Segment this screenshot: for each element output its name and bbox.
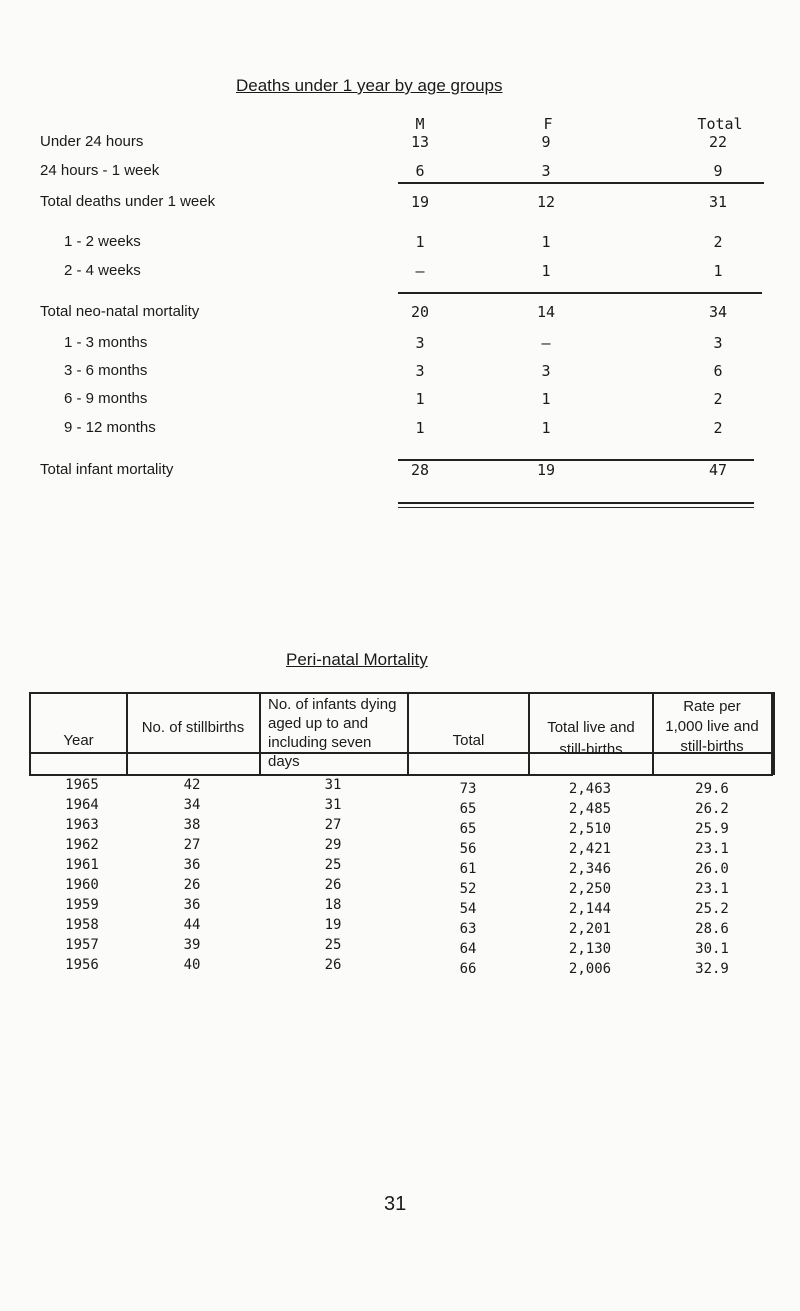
row-label: Total infant mortality xyxy=(40,461,174,478)
cell-total: 66 xyxy=(459,961,477,977)
cell-total: 54 xyxy=(459,901,477,917)
cell-f: 1 xyxy=(541,233,551,251)
row-label: 3 - 6 months xyxy=(64,362,148,379)
cell-stillbirths: 26 xyxy=(183,877,201,893)
cell-total: 64 xyxy=(459,941,477,957)
cell-rate: 32.9 xyxy=(695,961,729,977)
cell-total: 2 xyxy=(713,233,723,251)
cell-f: 1 xyxy=(541,390,551,408)
cell-live-still-births: 2,463 xyxy=(568,781,612,797)
cell-m: 1 xyxy=(415,419,425,437)
cell-year: 1963 xyxy=(65,817,99,833)
cell-year: 1958 xyxy=(65,917,99,933)
cell-total: 2 xyxy=(713,390,723,408)
cell-live-still-births: 2,130 xyxy=(568,941,612,957)
cell-stillbirths: 42 xyxy=(183,777,201,793)
page-number: 31 xyxy=(384,1193,407,1215)
cell-year: 1964 xyxy=(65,797,99,813)
cell-infants: 26 xyxy=(324,957,342,973)
cell-f: 3 xyxy=(541,162,551,180)
cell-rate: 25.2 xyxy=(695,901,729,917)
cell-total: 22 xyxy=(708,133,728,151)
cell-total: 34 xyxy=(708,303,728,321)
cell-total: 2 xyxy=(713,419,723,437)
cell-m: 19 xyxy=(410,193,430,211)
cell-m: 1 xyxy=(415,233,425,251)
cell-stillbirths: 44 xyxy=(183,917,201,933)
cell-f: 14 xyxy=(536,303,556,321)
cell-infants: 25 xyxy=(324,937,342,953)
cell-stillbirths: 36 xyxy=(183,897,201,913)
cell-rate: 29.6 xyxy=(695,781,729,797)
cell-live-still-births: 2,144 xyxy=(568,901,612,917)
cell-year: 1957 xyxy=(65,937,99,953)
cell-stillbirths: 27 xyxy=(183,837,201,853)
rule-divider xyxy=(398,292,762,294)
cell-stillbirths: 38 xyxy=(183,817,201,833)
cell-m: 3 xyxy=(415,362,425,380)
cell-live-still-births: 2,201 xyxy=(568,921,612,937)
cell-rate: 28.6 xyxy=(695,921,729,937)
deaths-table-title: Deaths under 1 year by age groups xyxy=(236,76,503,95)
cell-total: 9 xyxy=(713,162,723,180)
column-divider xyxy=(126,692,128,776)
cell-year: 1961 xyxy=(65,857,99,873)
column-header-f: F xyxy=(543,115,553,133)
cell-rate: 26.2 xyxy=(695,801,729,817)
header-stillbirths: No. of stillbirths xyxy=(141,719,245,736)
column-header-m: M xyxy=(415,115,425,133)
cell-stillbirths: 40 xyxy=(183,957,201,973)
column-divider xyxy=(652,692,654,776)
table-border xyxy=(771,692,773,776)
header-total-live-and-still-births: Total live and still-births xyxy=(547,719,635,758)
cell-f: 3 xyxy=(541,362,551,380)
cell-f: – xyxy=(541,334,551,352)
row-label: Total neo-natal mortality xyxy=(40,303,200,320)
header-rate-per-1000: Rate per 1,000 live and still-births xyxy=(665,698,759,755)
cell-m: 13 xyxy=(410,133,430,151)
rule-divider xyxy=(398,502,754,504)
cell-year: 1960 xyxy=(65,877,99,893)
cell-infants: 31 xyxy=(324,797,342,813)
cell-live-still-births: 2,421 xyxy=(568,841,612,857)
row-label: 6 - 9 months xyxy=(64,390,148,407)
cell-m: 28 xyxy=(410,461,430,479)
cell-total: 73 xyxy=(459,781,477,797)
table-bottom-rule xyxy=(29,774,773,776)
cell-total: 31 xyxy=(708,193,728,211)
cell-rate: 30.1 xyxy=(695,941,729,957)
cell-f: 9 xyxy=(541,133,551,151)
cell-total: 52 xyxy=(459,881,477,897)
cell-year: 1959 xyxy=(65,897,99,913)
cell-total: 1 xyxy=(713,262,723,280)
cell-infants: 18 xyxy=(324,897,342,913)
cell-live-still-births: 2,250 xyxy=(568,881,612,897)
cell-infants: 27 xyxy=(324,817,342,833)
rule-divider xyxy=(398,507,754,508)
row-label: 2 - 4 weeks xyxy=(64,262,141,279)
cell-live-still-births: 2,485 xyxy=(568,801,612,817)
cell-m: 3 xyxy=(415,334,425,352)
cell-rate: 23.1 xyxy=(695,881,729,897)
cell-rate: 25.9 xyxy=(695,821,729,837)
row-label: 9 - 12 months xyxy=(64,419,156,436)
cell-m: 6 xyxy=(415,162,425,180)
cell-total: 65 xyxy=(459,801,477,817)
cell-year: 1965 xyxy=(65,777,99,793)
cell-live-still-births: 2,346 xyxy=(568,861,612,877)
header-total: Total xyxy=(452,732,485,749)
cell-total: 56 xyxy=(459,841,477,857)
cell-rate: 26.0 xyxy=(695,861,729,877)
cell-total: 6 xyxy=(713,362,723,380)
row-label: 1 - 3 months xyxy=(64,334,148,351)
cell-stillbirths: 34 xyxy=(183,797,201,813)
cell-year: 1962 xyxy=(65,837,99,853)
row-label: 24 hours - 1 week xyxy=(40,162,160,179)
cell-stillbirths: 36 xyxy=(183,857,201,873)
rule-divider xyxy=(398,182,764,184)
cell-total: 63 xyxy=(459,921,477,937)
row-label: Under 24 hours xyxy=(40,133,144,150)
cell-stillbirths: 39 xyxy=(183,937,201,953)
cell-live-still-births: 2,510 xyxy=(568,821,612,837)
cell-infants: 29 xyxy=(324,837,342,853)
cell-total: 65 xyxy=(459,821,477,837)
cell-f: 1 xyxy=(541,419,551,437)
cell-m: – xyxy=(415,262,425,280)
header-year: Year xyxy=(63,732,94,749)
cell-infants: 31 xyxy=(324,777,342,793)
cell-total: 3 xyxy=(713,334,723,352)
row-label: Total deaths under 1 week xyxy=(40,193,216,210)
cell-f: 19 xyxy=(536,461,556,479)
cell-live-still-births: 2,006 xyxy=(568,961,612,977)
cell-year: 1956 xyxy=(65,957,99,973)
cell-m: 20 xyxy=(410,303,430,321)
row-label: 1 - 2 weeks xyxy=(64,233,141,250)
column-divider xyxy=(259,692,261,776)
cell-infants: 26 xyxy=(324,877,342,893)
cell-m: 1 xyxy=(415,390,425,408)
column-header-total: Total xyxy=(697,115,743,133)
cell-total: 61 xyxy=(459,861,477,877)
cell-f: 1 xyxy=(541,262,551,280)
cell-infants: 25 xyxy=(324,857,342,873)
cell-total: 47 xyxy=(708,461,728,479)
cell-rate: 23.1 xyxy=(695,841,729,857)
header-infants-seven-days: No. of infants dying aged up to and including seven days xyxy=(268,696,397,770)
rule-divider xyxy=(398,459,754,461)
cell-f: 12 xyxy=(536,193,556,211)
cell-infants: 19 xyxy=(324,917,342,933)
column-divider xyxy=(528,692,530,776)
perinatal-table-title: Peri-natal Mortality xyxy=(286,650,428,669)
